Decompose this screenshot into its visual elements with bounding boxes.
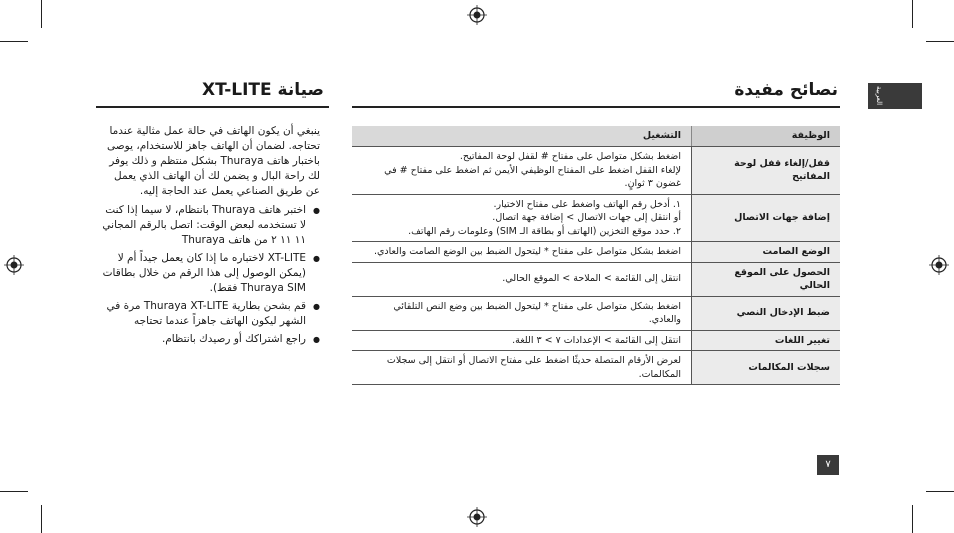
operation-line: انتقل إلى القائمة > الإعدادات ٧ > ٣ اللغة. [512,334,681,346]
table-row [352,262,840,296]
registration-mark-icon [467,5,487,25]
row-function: سجلات المكالمات [692,351,841,385]
registration-mark-icon [929,255,949,275]
bullet-item: ● XT-LITE لاختباره ما إذا كان يعمل جيداً أم لا (يمكن الوصول إلى هذا الرقم من خلال بطاقات Thuraya SIM فقط). [100,251,306,296]
row-operation [352,147,692,195]
row-operation [352,242,692,263]
language-tab-label: العربية [875,86,883,106]
left-heading-rule [96,106,329,108]
row-operation [352,262,692,296]
tips-table [352,126,840,385]
row-operation [352,296,692,330]
row-operation [352,194,692,242]
right-heading-rule [352,106,840,108]
table-row [352,351,840,385]
row-function: الحصول على الموقع الحالي [692,262,841,296]
row-function: تغيير اللغات [692,330,841,351]
left-section-title: صيانة XT-LITE [201,80,324,100]
crop-mark [41,505,42,533]
page-number: ٧ [817,455,839,475]
crop-mark [41,0,42,28]
table-header-row [352,126,840,147]
table-row [352,242,840,263]
table-row [352,194,840,242]
operation-line: اضغط بشكل متواصل على مفتاح * ليتحول الضبط بين الوضع الصامت والعادي. [373,246,681,257]
crop-mark [912,0,913,28]
bullet-item: ● قم بشحن بطارية Thuraya XT-LITE مرة في الشهر ليكون الهاتف جاهزاً عندما تحتاجه [100,299,306,329]
crop-mark [0,491,28,492]
header-function: الوظيفة [692,126,841,147]
operation-line: لعرض الأرقام المتصلة حديثًا اضغط على مفتاح الاتصال أو انتقل إلى سجلات المكالمات. [386,355,681,380]
maintenance-text [100,124,320,350]
operation-line: ١. أدخل رقم الهاتف واضغط على مفتاح الاختيار. [493,198,681,210]
row-operation [352,330,692,351]
crop-mark [926,41,954,42]
maintenance-bullets [100,203,320,347]
row-operation [352,351,692,385]
crop-mark [0,41,28,42]
crop-mark [926,491,954,492]
operation-line: اضغط بشكل متواصل على مفتاح # لقفل لوحة المفاتيح. [459,151,681,162]
row-function: ضبط الإدخال النصي [692,296,841,330]
operation-line: ٢. حدد موقع التخزين (الهاتف أو بطاقة الـ SIM) وعلومات رقم الهاتف. [408,225,681,237]
header-operation: التشغيل [352,126,692,147]
maintenance-intro: ينبغي أن يكون الهاتف في حالة عمل مثالية عندما تحتاجه. لضمان أن الهاتف جاهز للاستخدام، يوصى باختبار هاتف Thuraya بشكل منتظم و ذلك يوفر لك راحة البال و يضمن لك أن الهاتف الذي يعمل عن طريق الصناعي يعمل عند الحاجة إليه. [107,125,320,197]
table-row [352,147,840,195]
operation-line: انتقل إلى القائمة > الملاحة > الموقع الحالي. [502,273,681,285]
bullet-item: ● راجع اشتراكك أو رصيدك بانتظام. [100,332,306,347]
registration-mark-icon [4,255,24,275]
table-row [352,296,840,330]
registration-mark-icon [467,507,487,527]
bullet-item: ● اختبر هاتف Thuraya بانتظام، لا سيما إذا كنت لا تستخدمه لبعض الوقت: اتصل بالرقم المجاني ١١ ١١ ٢ من هاتف Thuraya [100,203,306,248]
operation-line: لإلغاء القفل اضغط على المفتاح الوظيفي الأيمن ثم اضغط على مفتاح # في غضون ٣ ثوانٍ. [384,164,681,189]
table-row [352,330,840,351]
row-function: قفل/إلغاء قفل لوحة المفاتيح [692,147,841,195]
row-function: إضافة جهات الاتصال [692,194,841,242]
right-section-title: نصائح مفيدة [734,80,838,100]
operation-line: أو انتقل إلى جهات الاتصال > إضافة جهة اتصال. [492,212,681,223]
operation-line: اضغط بشكل متواصل على مفتاح * ليتحول الضبط بين وضع النص التلقائي والعادي. [393,300,681,325]
crop-mark [912,505,913,533]
row-function: الوضع الصامت [692,242,841,263]
